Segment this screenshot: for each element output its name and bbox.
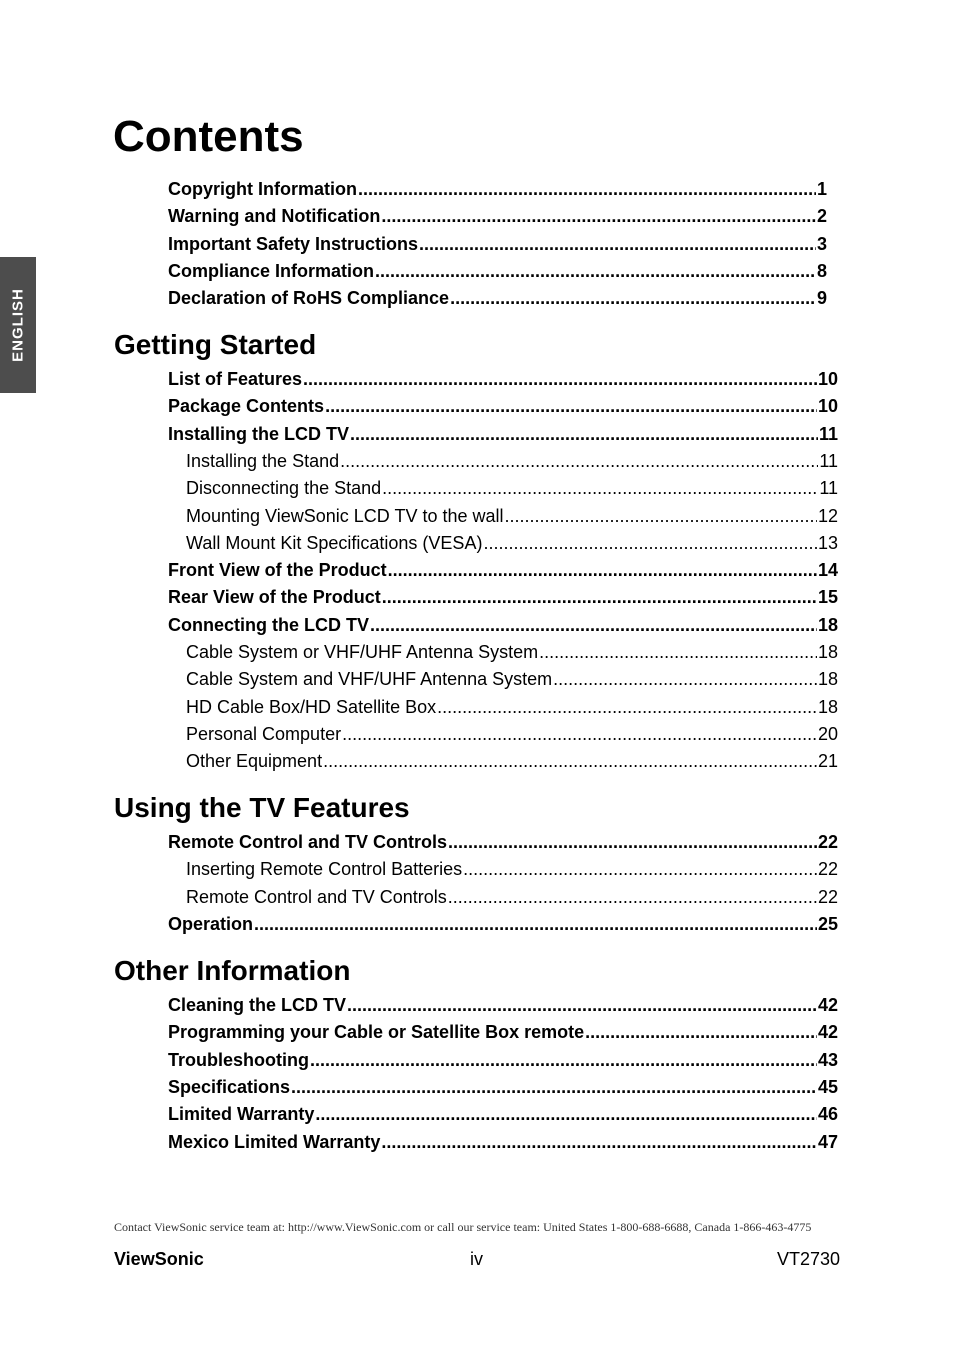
toc-entry-page: 22: [817, 886, 838, 907]
toc-entry-page: 15: [817, 587, 838, 608]
toc-entry-label: Programming your Cable or Satellite Box remote: [168, 1022, 585, 1043]
toc-entry-label: Compliance Information: [168, 260, 375, 281]
toc-entry-page: 13: [817, 532, 838, 553]
toc-entry-page: 18: [817, 642, 838, 662]
toc-entry[interactable]: [186, 641, 838, 663]
toc-entry-label: List of Features: [168, 369, 303, 389]
toc-entry-label: Rear View of the Product: [168, 587, 381, 608]
toc-entry[interactable]: [168, 260, 827, 282]
toc-entry[interactable]: [186, 696, 838, 718]
toc-entry[interactable]: [168, 913, 838, 935]
toc-entry-page: 43: [817, 1049, 838, 1070]
footer-brand: ViewSonic: [114, 1249, 204, 1269]
toc-entry-page: 22: [817, 832, 838, 852]
toc-entry-page: 11: [819, 478, 838, 499]
toc-entry[interactable]: [168, 368, 838, 390]
toc-entry[interactable]: [168, 1103, 838, 1125]
toc-entry[interactable]: [168, 1021, 838, 1043]
section-heading: Other Information: [114, 955, 351, 986]
dot-leader: [342, 723, 817, 745]
toc-entry[interactable]: [186, 723, 838, 745]
page-title: Contents: [113, 112, 304, 161]
toc-entry-label: Package Contents: [168, 396, 325, 417]
toc-entry-page: 11: [819, 450, 838, 471]
toc-entry-page: 45: [817, 1076, 838, 1097]
toc-entry[interactable]: [168, 178, 827, 200]
language-label: ENGLISH: [9, 288, 27, 362]
toc-entry-page: 12: [817, 505, 838, 526]
toc-entry-label: Personal Computer: [186, 723, 342, 744]
toc-entry-page: 14: [817, 560, 838, 581]
toc-entry-label: Important Safety Instructions: [168, 233, 419, 254]
toc-entry-label: Warning and Notification: [168, 206, 381, 227]
toc-entry-label: Installing the Stand: [186, 450, 340, 471]
toc-entry-label: Operation: [168, 913, 254, 934]
toc-entry-page: 8: [816, 260, 827, 281]
toc-entry[interactable]: [186, 477, 838, 499]
toc-entry-label: Installing the LCD TV: [168, 423, 350, 444]
dot-leader: [388, 559, 817, 581]
toc-entry-page: 10: [817, 396, 838, 417]
toc-entry[interactable]: [168, 559, 838, 581]
dot-leader: [370, 614, 817, 636]
toc-entry-page: 9: [816, 288, 827, 309]
toc-entry-label: Limited Warranty: [168, 1104, 315, 1125]
dot-leader: [381, 205, 816, 227]
dot-leader: [315, 1103, 817, 1125]
toc-entry[interactable]: [168, 205, 827, 227]
toc-entry[interactable]: [168, 233, 827, 255]
dot-leader: [419, 233, 816, 255]
dot-leader: [291, 1076, 817, 1098]
dot-leader: [350, 423, 818, 445]
footer-contact: Contact ViewSonic service team at: http://www.ViewSonic.com or call our service team: United States 1-800-688-6688, Canada 1-866-463-4775: [114, 1220, 812, 1234]
toc-entry[interactable]: [186, 886, 838, 908]
footer-model: VT2730: [776, 1249, 840, 1269]
dot-leader: [382, 477, 818, 499]
toc-entry-label: Mexico Limited Warranty: [168, 1131, 381, 1152]
dot-leader: [463, 858, 817, 880]
section-heading: Using the TV Features: [114, 792, 410, 823]
toc-entry-page: 10: [817, 369, 838, 389]
toc-entry-label: HD Cable Box/HD Satellite Box: [186, 696, 437, 717]
toc-entry-page: 11: [818, 423, 838, 444]
dot-leader: [323, 750, 817, 772]
toc-entry[interactable]: [186, 858, 838, 880]
toc-entry[interactable]: [186, 450, 838, 472]
language-side-tab: [0, 257, 36, 393]
toc-entry[interactable]: [168, 423, 838, 445]
toc-entry[interactable]: [186, 505, 838, 527]
section-heading: Getting Started: [114, 329, 317, 360]
toc-entry-label: Remote Control and TV Controls: [186, 886, 447, 907]
dot-leader: [585, 1021, 817, 1043]
dot-leader: [347, 994, 817, 1016]
toc-entry-page: 46: [817, 1104, 838, 1125]
toc-entry-label: Cleaning the LCD TV: [168, 995, 347, 1015]
toc-entry-label: Other Equipment: [186, 751, 323, 772]
toc-entry[interactable]: [168, 287, 827, 309]
footer-page-number: iv: [470, 1249, 483, 1269]
toc-entry-label: Connecting the LCD TV: [168, 614, 369, 635]
toc-entry-page: 2: [816, 206, 827, 227]
toc-entry-page: 1: [816, 179, 827, 199]
toc-entry-label: Remote Control and TV Controls: [168, 832, 447, 852]
toc-entry-label: Copyright Information: [168, 179, 357, 199]
toc-entry[interactable]: [186, 668, 838, 690]
toc-entry-page: 25: [817, 913, 838, 934]
toc-entry-page: 18: [817, 669, 838, 690]
toc-entry[interactable]: [186, 532, 838, 554]
dot-leader: [254, 913, 817, 935]
dot-leader: [437, 696, 817, 718]
toc-entry[interactable]: [168, 1049, 838, 1071]
dot-leader: [553, 668, 817, 690]
toc-entry[interactable]: [168, 1131, 838, 1153]
dot-leader: [310, 1049, 817, 1071]
toc-entry[interactable]: [168, 994, 838, 1016]
dot-leader: [382, 586, 817, 608]
toc-entry-label: Inserting Remote Control Batteries: [186, 859, 463, 880]
toc-entry-page: 18: [817, 614, 838, 635]
toc-entry[interactable]: [168, 831, 838, 853]
toc-entry-page: 20: [817, 723, 838, 744]
dot-leader: [381, 1131, 817, 1153]
toc-entry-page: 22: [817, 859, 838, 880]
toc-entry[interactable]: [168, 586, 838, 608]
toc-entry[interactable]: [168, 614, 838, 636]
toc-entry-page: 42: [817, 995, 838, 1015]
toc-entry[interactable]: [168, 395, 838, 417]
toc-entry-label: Disconnecting the Stand: [186, 478, 382, 499]
toc-entry-label: Mounting ViewSonic LCD TV to the wall: [186, 505, 504, 526]
toc-entry-label: Front View of the Product: [168, 560, 387, 581]
toc-entry-label: Wall Mount Kit Specifications (VESA): [186, 532, 483, 553]
dot-leader: [450, 287, 816, 309]
toc-entry-label: Declaration of RoHS Compliance: [168, 288, 450, 309]
dot-leader: [340, 450, 818, 472]
toc-entry[interactable]: [168, 1076, 838, 1098]
dot-leader: [375, 260, 816, 282]
toc-entry-page: 42: [817, 1022, 838, 1043]
dot-leader: [358, 178, 816, 200]
toc-entry-label: Cable System or VHF/UHF Antenna System: [186, 642, 539, 662]
toc-entry-page: 47: [817, 1131, 838, 1152]
dot-leader: [483, 532, 817, 554]
dot-leader: [303, 368, 817, 390]
toc-entry[interactable]: [186, 750, 838, 772]
dot-leader: [505, 505, 817, 527]
toc-entry-label: Specifications: [168, 1076, 291, 1097]
toc-entry-page: 18: [817, 696, 838, 717]
dot-leader: [448, 831, 817, 853]
toc-entry-label: Troubleshooting: [168, 1049, 309, 1070]
toc-entry-page: 3: [816, 233, 827, 254]
dot-leader: [539, 641, 817, 663]
toc-entry-label: Cable System and VHF/UHF Antenna System: [186, 669, 553, 690]
dot-leader: [448, 886, 817, 908]
toc-entry-page: 21: [817, 751, 838, 772]
dot-leader: [325, 395, 817, 417]
